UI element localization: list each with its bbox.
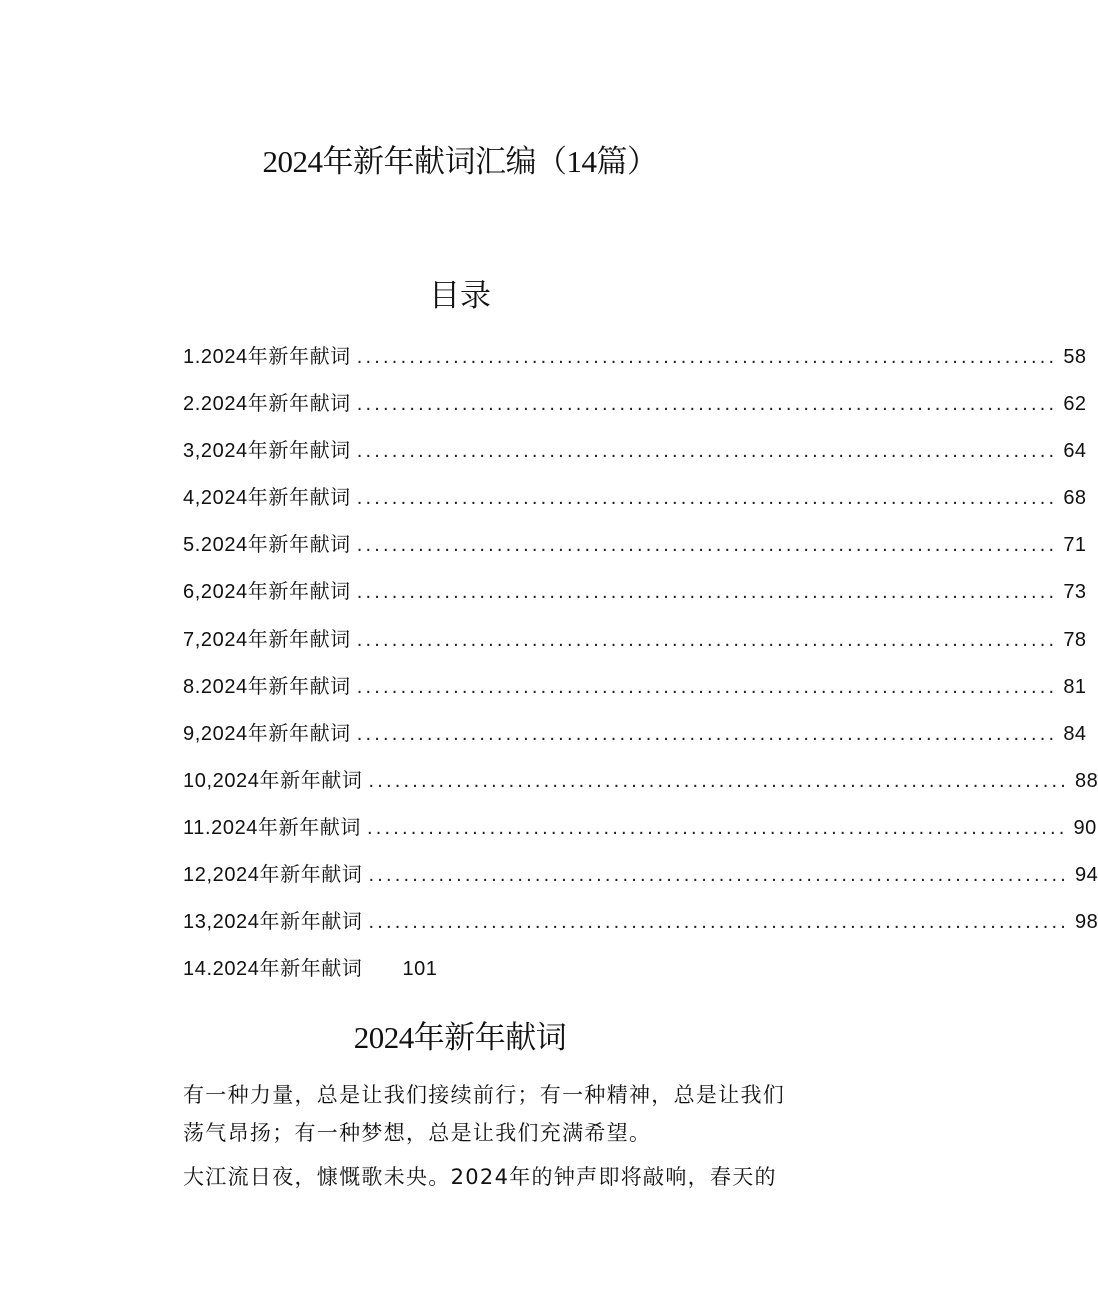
toc-heading: 目录 bbox=[429, 278, 491, 314]
toc-entry[interactable] bbox=[183, 858, 1098, 905]
toc-page-number: 58 bbox=[1063, 346, 1087, 368]
toc-entry[interactable] bbox=[183, 340, 1087, 387]
toc-page-number: 98 bbox=[1075, 911, 1098, 934]
paragraph: 大江流日夜，慷慨歌未央。2024年的钟声即将敲响，春天的 bbox=[183, 1165, 777, 1189]
toc-entry[interactable] bbox=[183, 670, 1087, 717]
toc-leader-dots: ................................................................................ bbox=[368, 769, 1070, 792]
toc-page-number: 71 bbox=[1063, 534, 1087, 557]
toc-entry-label: 3,2024年新年献词 bbox=[183, 440, 351, 463]
toc-page-number: 90 bbox=[1073, 816, 1097, 839]
toc-leader-dots: ................................................................................ bbox=[356, 675, 1058, 698]
toc-entry[interactable] bbox=[183, 764, 1098, 811]
toc-leader-dots: ................................................................................ bbox=[356, 440, 1058, 463]
toc-page-number: 94 bbox=[1075, 864, 1098, 887]
table-of-contents bbox=[183, 340, 1098, 999]
toc-leader-dots: ................................................................................ bbox=[356, 722, 1058, 745]
toc-leader-dots: ................................................................................ bbox=[368, 911, 1070, 934]
toc-page-number: 84 bbox=[1063, 722, 1087, 745]
toc-entry[interactable] bbox=[183, 575, 1087, 622]
toc-page-number: 81 bbox=[1063, 675, 1087, 698]
toc-entry-label: 5.2024年新年献词 bbox=[183, 534, 351, 557]
toc-leader-dots: ................................................................................ bbox=[356, 534, 1058, 557]
toc-entry-label: 11.2024年新年献词 bbox=[183, 816, 362, 839]
toc-page-number: 68 bbox=[1063, 487, 1087, 510]
toc-entry-label: 4,2024年新年献词 bbox=[183, 487, 351, 510]
toc-entry[interactable] bbox=[183, 434, 1087, 481]
toc-entry[interactable] bbox=[183, 387, 1087, 434]
toc-leader-dots: ................................................................................ bbox=[356, 393, 1058, 416]
toc-entry[interactable] bbox=[183, 952, 773, 999]
toc-page-number: 64 bbox=[1063, 440, 1087, 463]
toc-entry-label: 2.2024年新年献词 bbox=[183, 393, 351, 416]
document-title: 2024年新年献词汇编（14篇） bbox=[262, 144, 658, 179]
toc-leader-dots: ................................................................................ bbox=[356, 346, 1058, 368]
toc-leader-dots: ................................................................................ bbox=[368, 864, 1070, 887]
toc-entry[interactable] bbox=[183, 481, 1087, 528]
section-title: 2024年新年献词 bbox=[353, 1020, 567, 1055]
toc-entry-label: 14.2024年新年献词 bbox=[183, 958, 363, 981]
paragraph: 有一种力量，总是让我们接续前行；有一种精神，总是让我们荡气昂扬；有一种梦想，总是让我们充满希望。 bbox=[183, 1083, 786, 1145]
body-text bbox=[183, 1076, 793, 1202]
toc-entry-label: 1.2024年新年献词 bbox=[183, 346, 351, 368]
toc-entry[interactable] bbox=[183, 528, 1087, 575]
toc-leader-dots: ................................................................................ bbox=[356, 628, 1058, 651]
toc-entry-label: 6,2024年新年献词 bbox=[183, 581, 351, 604]
toc-page-number: 88 bbox=[1075, 769, 1098, 792]
toc-leader-dots: ................................................................................ bbox=[356, 487, 1058, 510]
toc-entry-label: 9,2024年新年献词 bbox=[183, 722, 351, 745]
toc-entry-label: 12,2024年新年献词 bbox=[183, 864, 363, 887]
toc-entry-label: 13,2024年新年献词 bbox=[183, 911, 363, 934]
toc-entry-label: 10,2024年新年献词 bbox=[183, 769, 363, 792]
toc-leader-dots: ................................................................................ bbox=[367, 816, 1068, 839]
toc-page-number: 62 bbox=[1063, 393, 1087, 416]
toc-leader-dots: ................................................................................ bbox=[356, 581, 1058, 604]
toc-page-number: 73 bbox=[1063, 581, 1087, 604]
toc-entry-label: 8.2024年新年献词 bbox=[183, 675, 351, 698]
toc-entry[interactable] bbox=[183, 811, 1097, 858]
toc-entry[interactable] bbox=[183, 623, 1087, 670]
toc-entry[interactable] bbox=[183, 717, 1087, 764]
toc-page-number: 101 bbox=[402, 958, 438, 981]
toc-entry[interactable] bbox=[183, 905, 1098, 952]
toc-page-number: 78 bbox=[1063, 628, 1087, 651]
toc-entry-label: 7,2024年新年献词 bbox=[183, 628, 351, 651]
